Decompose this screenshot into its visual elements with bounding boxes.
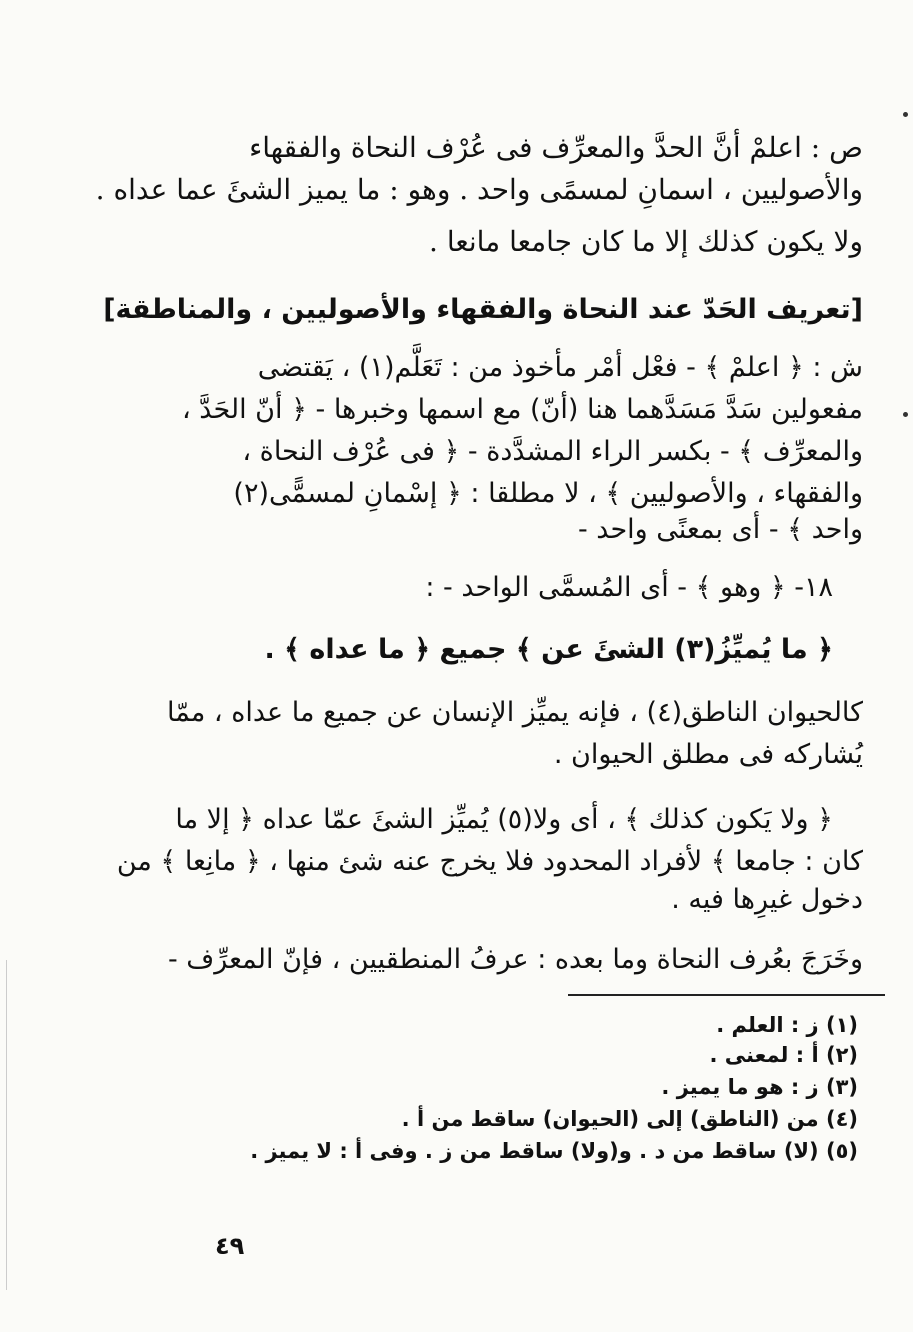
sharh-line: واحد ﴾ - أى بمعنًى واحد - — [577, 514, 863, 545]
sharh-line: مفعولين سَدَّ مَسَدَّهما هنا (أنّ) مع اسمها وخبرها - ﴿ أنّ الحَدَّ ، — [181, 394, 863, 425]
matn-line: والأصوليين ، اسمانِ لمسمًى واحد . وهو : ما يميز الشئَ عما عداه . — [95, 173, 863, 206]
sharh-line: يُشاركه فى مطلق الحيوان . — [553, 739, 863, 770]
sharh-line: كان : جامعا ﴾ لأفراد المحدود فلا يخرج عنه شئ منها ، ﴿ مانِعا ﴾ من — [116, 846, 863, 877]
footnote: (٢) أ : لمعنى . — [709, 1043, 858, 1067]
footnote: (٣) ز : هو ما يميز . — [661, 1075, 858, 1099]
sharh-line: ١٨- ﴿ وهو ﴾ - أى المُسمَّى الواحد - : — [425, 572, 833, 603]
matn-line: ولا يكون كذلك إلا ما كان جامعا مانعا . — [429, 225, 863, 258]
sharh-line: ش : ﴿ اعلمْ ﴾ - فعْل أمْر مأخوذ من : تَعَلَّم(١) ، يَقتضى — [257, 352, 863, 383]
sharh-line: والمعرِّف ﴾ - بكسر الراء المشدَّدة - ﴿ فى عُرْف النحاة ، — [242, 436, 863, 467]
section-heading: [تعريف الحَدّ عند النحاة والفقهاء والأصوليين ، والمناطقة] — [103, 294, 863, 325]
footnote: (١) ز : العلم . — [716, 1013, 858, 1037]
footnote: (٥) (لا) ساقط من د . و(ولا) ساقط من ز . وفى أ : لا يميز . — [250, 1139, 858, 1163]
matn-line: ص : اعلمْ أنَّ الحدَّ والمعرِّف فى عُرْف النحاة والفقهاء — [249, 131, 863, 164]
sharh-line: دخول غيرِها فيه . — [671, 884, 863, 915]
sharh-line: والفقهاء ، والأصوليين ﴾ ، لا مطلقا : ﴿ إسْمانِ لمسمًّى(٢) — [233, 478, 863, 509]
scan-speck — [903, 112, 908, 117]
footnote-rule — [568, 994, 885, 996]
footnote: (٤) من (الناطق) إلى (الحيوان) ساقط من أ . — [401, 1107, 858, 1131]
sharh-line: ﴿ ولا يَكون كذلك ﴾ ، أى ولا(٥) يُميِّز الشئَ عمّا عداه ﴿ إلا ما — [175, 804, 833, 835]
scan-speck — [903, 412, 908, 417]
sharh-line: ﴿ ما يُميِّزُ(٣) الشئَ عن ﴾ جميع ﴿ ما عداه ﴾ . — [264, 634, 833, 665]
page-number: ٤٩ — [215, 1232, 245, 1260]
sharh-line: وخَرَجَ بعُرف النحاة وما بعده : عرفُ المنطقيين ، فإنّ المعرِّف - — [167, 944, 863, 975]
page-edge-line — [6, 960, 7, 1290]
sharh-line: كالحيوان الناطق(٤) ، فإنه يميِّز الإنسان عن جميع ما عداه ، ممّا — [167, 697, 863, 728]
